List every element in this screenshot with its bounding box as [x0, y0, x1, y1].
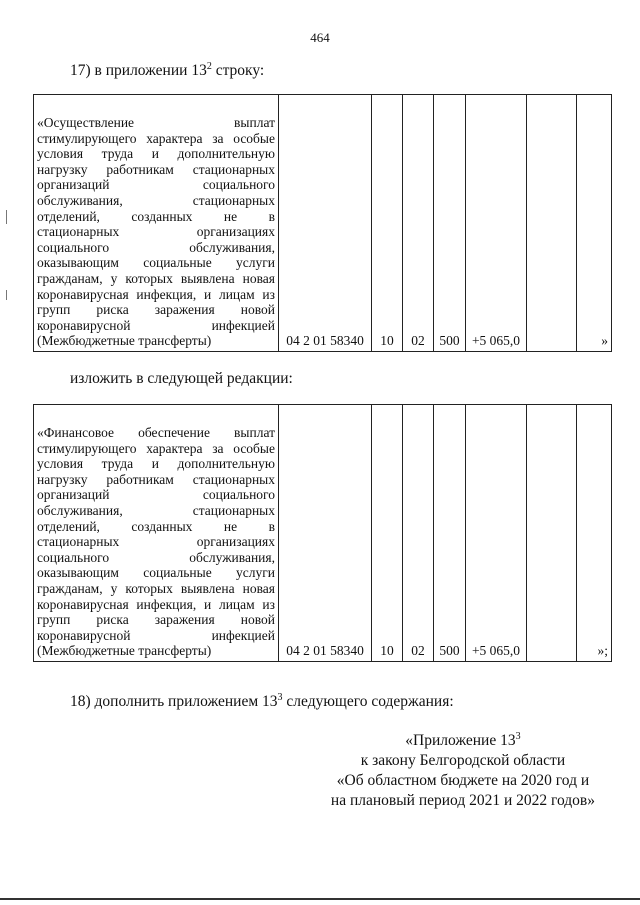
item-18-suffix: следующего содержания:	[282, 693, 454, 710]
appendix-line-1	[331, 731, 595, 751]
middle-text: изложить в следующей редакции:	[70, 370, 293, 387]
description-line: групп риска заражения новой	[37, 302, 275, 318]
description-line: организаций социального	[37, 487, 275, 503]
appendix-line-4: на плановый период 2021 и 2022 годов»	[330, 792, 595, 809]
closing-quote-cell: »;	[577, 405, 612, 662]
description-line: нагрузку работникам стационарных	[37, 161, 275, 177]
section-cell: 10	[372, 95, 403, 352]
description-line: отделений, созданных не в	[37, 518, 275, 534]
description-line: отделений, созданных не в	[37, 208, 275, 224]
page-number: 464	[310, 30, 330, 45]
description-line: коронавирусная инфекция, и лицам из	[37, 286, 275, 302]
expense-type-cell: 500	[434, 95, 466, 352]
section-cell: 10	[372, 405, 403, 662]
description-line: коронавирусной инфекцией	[37, 627, 275, 643]
description-line: оказывающим социальные услуги	[37, 565, 275, 581]
amount-cell: +5 065,0	[466, 95, 527, 352]
description-line: условия труда и дополнительную	[37, 146, 275, 162]
item-18-prefix: 18) дополнить приложением 13	[70, 693, 278, 710]
empty-cell	[527, 405, 577, 662]
description-line: стимулирующего характера за особые	[37, 130, 275, 146]
item-17-prefix: 17) в приложении 13	[70, 62, 207, 79]
description-line: «Финансовое обеспечение выплат	[37, 425, 275, 441]
table-row	[34, 405, 612, 662]
budget-table-original	[33, 94, 612, 352]
description-line: коронавирусной инфекцией	[37, 317, 275, 333]
description-line: гражданам, у которых выявлена новая	[37, 581, 275, 597]
table-row	[34, 95, 612, 352]
description-line: организаций социального	[37, 177, 275, 193]
expense-description	[34, 405, 279, 662]
appendix-title: «Приложение 13	[405, 732, 516, 749]
item-18-sup: 3	[277, 691, 283, 703]
description-lines	[37, 115, 275, 349]
target-code-cell: 04 2 01 58340	[279, 95, 372, 352]
description-line: стационарных организациях	[37, 534, 275, 550]
expense-type-cell: 500	[434, 405, 466, 662]
appendix-sup: 3	[515, 730, 521, 742]
item-18-text	[70, 693, 454, 711]
description-line: социального обслуживания,	[37, 549, 275, 565]
budget-table-new	[33, 404, 612, 662]
scan-artifact	[6, 290, 7, 300]
description-line: нагрузку работникам стационарных	[37, 471, 275, 487]
description-line: условия труда и дополнительную	[37, 456, 275, 472]
appendix-line-3: «Об областном бюджете на 2020 год и	[336, 772, 590, 789]
appendix-heading	[331, 731, 595, 811]
item-17-sup: 2	[206, 60, 212, 72]
description-line: (Межбюджетные трансферты)	[37, 643, 212, 659]
description-line: стимулирующего характера за особые	[37, 440, 275, 456]
closing-quote-cell: »	[577, 95, 612, 352]
description-line: групп риска заражения новой	[37, 612, 275, 628]
expense-description	[34, 95, 279, 352]
description-line: обслуживания, стационарных	[37, 193, 275, 209]
description-line: «Осуществление выплат	[37, 115, 275, 131]
subsection-cell: 02	[403, 95, 434, 352]
description-line: коронавирусная инфекция, и лицам из	[37, 596, 275, 612]
scan-artifact	[6, 210, 7, 224]
description-line: обслуживания, стационарных	[37, 503, 275, 519]
description-line: оказывающим социальные услуги	[37, 255, 275, 271]
amount-cell: +5 065,0	[466, 405, 527, 662]
description-line: гражданам, у которых выявлена новая	[37, 271, 275, 287]
description-lines	[37, 425, 275, 659]
description-line: социального обслуживания,	[37, 239, 275, 255]
empty-cell	[527, 95, 577, 352]
item-17-suffix: строку:	[211, 62, 265, 79]
appendix-line-2: к закону Белгородской области	[360, 752, 566, 769]
scan-bottom-edge	[0, 898, 640, 900]
item-17-text	[70, 62, 264, 80]
description-line: стационарных организациях	[37, 224, 275, 240]
subsection-cell: 02	[403, 405, 434, 662]
target-code-cell: 04 2 01 58340	[279, 405, 372, 662]
description-line: (Межбюджетные трансферты)	[37, 333, 212, 349]
